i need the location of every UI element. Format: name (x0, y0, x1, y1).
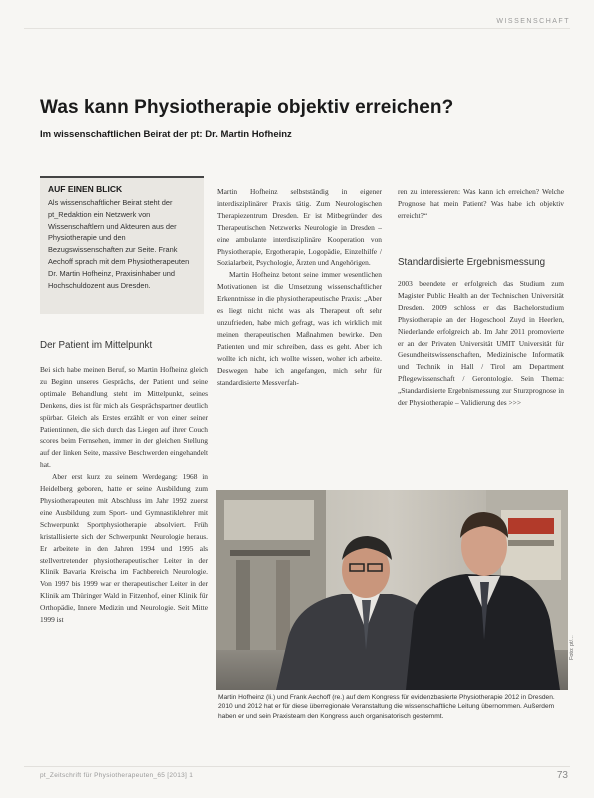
section-tag: WISSENSCHAFT (496, 18, 570, 25)
photo-credit: Foto: pt/... (569, 635, 575, 660)
text-column-1 (40, 364, 208, 770)
paragraph: Aber erst kurz zu seinem Werdegang: 1968 in Heidelberg geboren, hatte er seine Ausbildung zum Physiotherapeuten mit Abschluss im Jahr 1992 zuerst eine Ausbildung zum Sport- und Gymnastiklehrer mit Schwerpunkt Sportphysiotherapie absolviert. Früh kristallisierte sich der Schwerpunkt Neurologie heraus. Er arbeitete in den Jahren 1994 und 1995 als stellvertretender physiotherapeutischer Leiter in der Klinik Bavaria Kreischa im Fachbereich Neurologie. Von 1997 bis 1999 war er therapeutischer Leiter in der Klinik am Thüringer Wald in Fitzenhof, einer Klinik für Orthopädie, Innere Medizin und Neurologie. Seit Mitte 1999 ist (40, 472, 208, 625)
photo-caption: Martin Hofheinz (li.) und Frank Aechoff (re.) auf dem Kongress für evidenzbasierte Physiotherapie 2012 in Dresden. 2010 und 2012 hat er für diese überregionale Veranstaltung die wissenschaftliche Leitung übernommen. Außerdem haben er und sein Praxisteam den Kongress auch organisatorisch gestemmt. (218, 694, 555, 720)
paragraph: Martin Hofheinz selbstständig in eigener interdisziplinärer Praxis tätig. Zum Neurologischen Therapiezentrum Dresden. Er ist Mitbegründer des Therapeutischen Netzwerks Neurologie in Dresden – eine ambulante interdisziplinäre Kooperation von Physiotherapie, Ergotherapie, Logopädie, Einzelhilfe / Sozialarbeit, Psychologie, Ärzten und Angehörigen. (217, 187, 382, 268)
top-divider (24, 28, 570, 29)
page-number: 73 (556, 770, 568, 781)
congress-photo (216, 490, 568, 690)
photo-illustration (216, 490, 568, 690)
text-column-3 (398, 278, 564, 486)
paragraph: ren zu interessieren: Was kann ich erreichen? Welche Prognose hat mein Patient? Was habe ich objektiv erreicht?“ (398, 187, 564, 220)
article-subtitle: Im wissenschaftlichen Beirat der pt: Dr. Martin Hofheinz (40, 129, 292, 140)
article-title: Was kann Physiotherapie objektiv erreichen? (40, 97, 454, 118)
footer-citation: pt_Zeitschrift für Physiotherapeuten_65 [2013] 1 (40, 772, 194, 779)
paragraph: Bei sich habe meinen Beruf, so Martin Hofheinz gleich zu Beginn unseres Gesprächs, der Patient und seine optimale Behandlung steht im Mittelpunkt, seines Denkens, dies ist für mich als Gesprächspartner deutlich spürbar. Gleich als Erstes erzählt er von einer seiner Patientinnen, die sich durch das Liegen auf ihrer Couch scores beim Fernsehen, immer in der gleichen Stellung auf der linken Seite, massive Beschwerden eingehandelt hat. (40, 365, 208, 470)
text-column-2 (217, 186, 382, 486)
summary-box-text: Als wissenschaftlicher Beirat steht der pt_Redaktion ein Netzwerk von Wissenschaftlern und Akteuren aus der Physiotherapie und den Bezugswissenschaften zur Seite. Frank Aechoff sprach mit dem Physiotherapeuten Dr. Martin Hofheinz, Praxisinhaber und Hochschuldozent aus Dresden. (48, 198, 190, 290)
paragraph: Martin Hofheinz betont seine immer wesentlichen Motivationen ist die Umsetzung wissenschaftlicher Erkenntnisse in die physiotherapeutische Praxis: „Aber es liegt nicht nicht was als Therapeut oft sehr unzufrieden, habe mich gefragt, was ich wirklich mit meinen therapeutischen Maßnahmen bewirke. Den Patienten und mir schreiben, dass es geht. Aber ich wollte ich nicht, ich wollte wissen, woher ich arbeite. Deswegen habe ich angefangen, mich sehr für standardisierte Messverfah- (217, 270, 382, 387)
footer-divider (24, 766, 570, 767)
paragraph: 2003 beendete er erfolgreich das Studium zum Magister Public Health an der Technischen Universität Dresden. 2009 schloss er das Bachelorstudium Physiotherapie an der Hogeschool Zuyd in Heerlen, Niederlande erfolgreich ab. Im Jahr 2011 promovierte er an der Privaten Universität UMIT Universität für Gesundheitswissenschaften, Medizinische Informatik und Technik in Hall / Tirol am Department Pflegewissenschaft / Gerontologie. Sein Thema: „Standardisierte Ergebnismessung zur Sturzprognose in der Physiotherapie – Validierung des >>> (398, 279, 564, 408)
section-heading-measurement: Standardisierte Ergebnismessung (398, 257, 546, 268)
summary-box-heading: AUF EINEN BLICK (48, 184, 123, 194)
section-heading-patient: Der Patient im Mittelpunkt (40, 340, 153, 351)
text-column-3-top (398, 186, 564, 236)
